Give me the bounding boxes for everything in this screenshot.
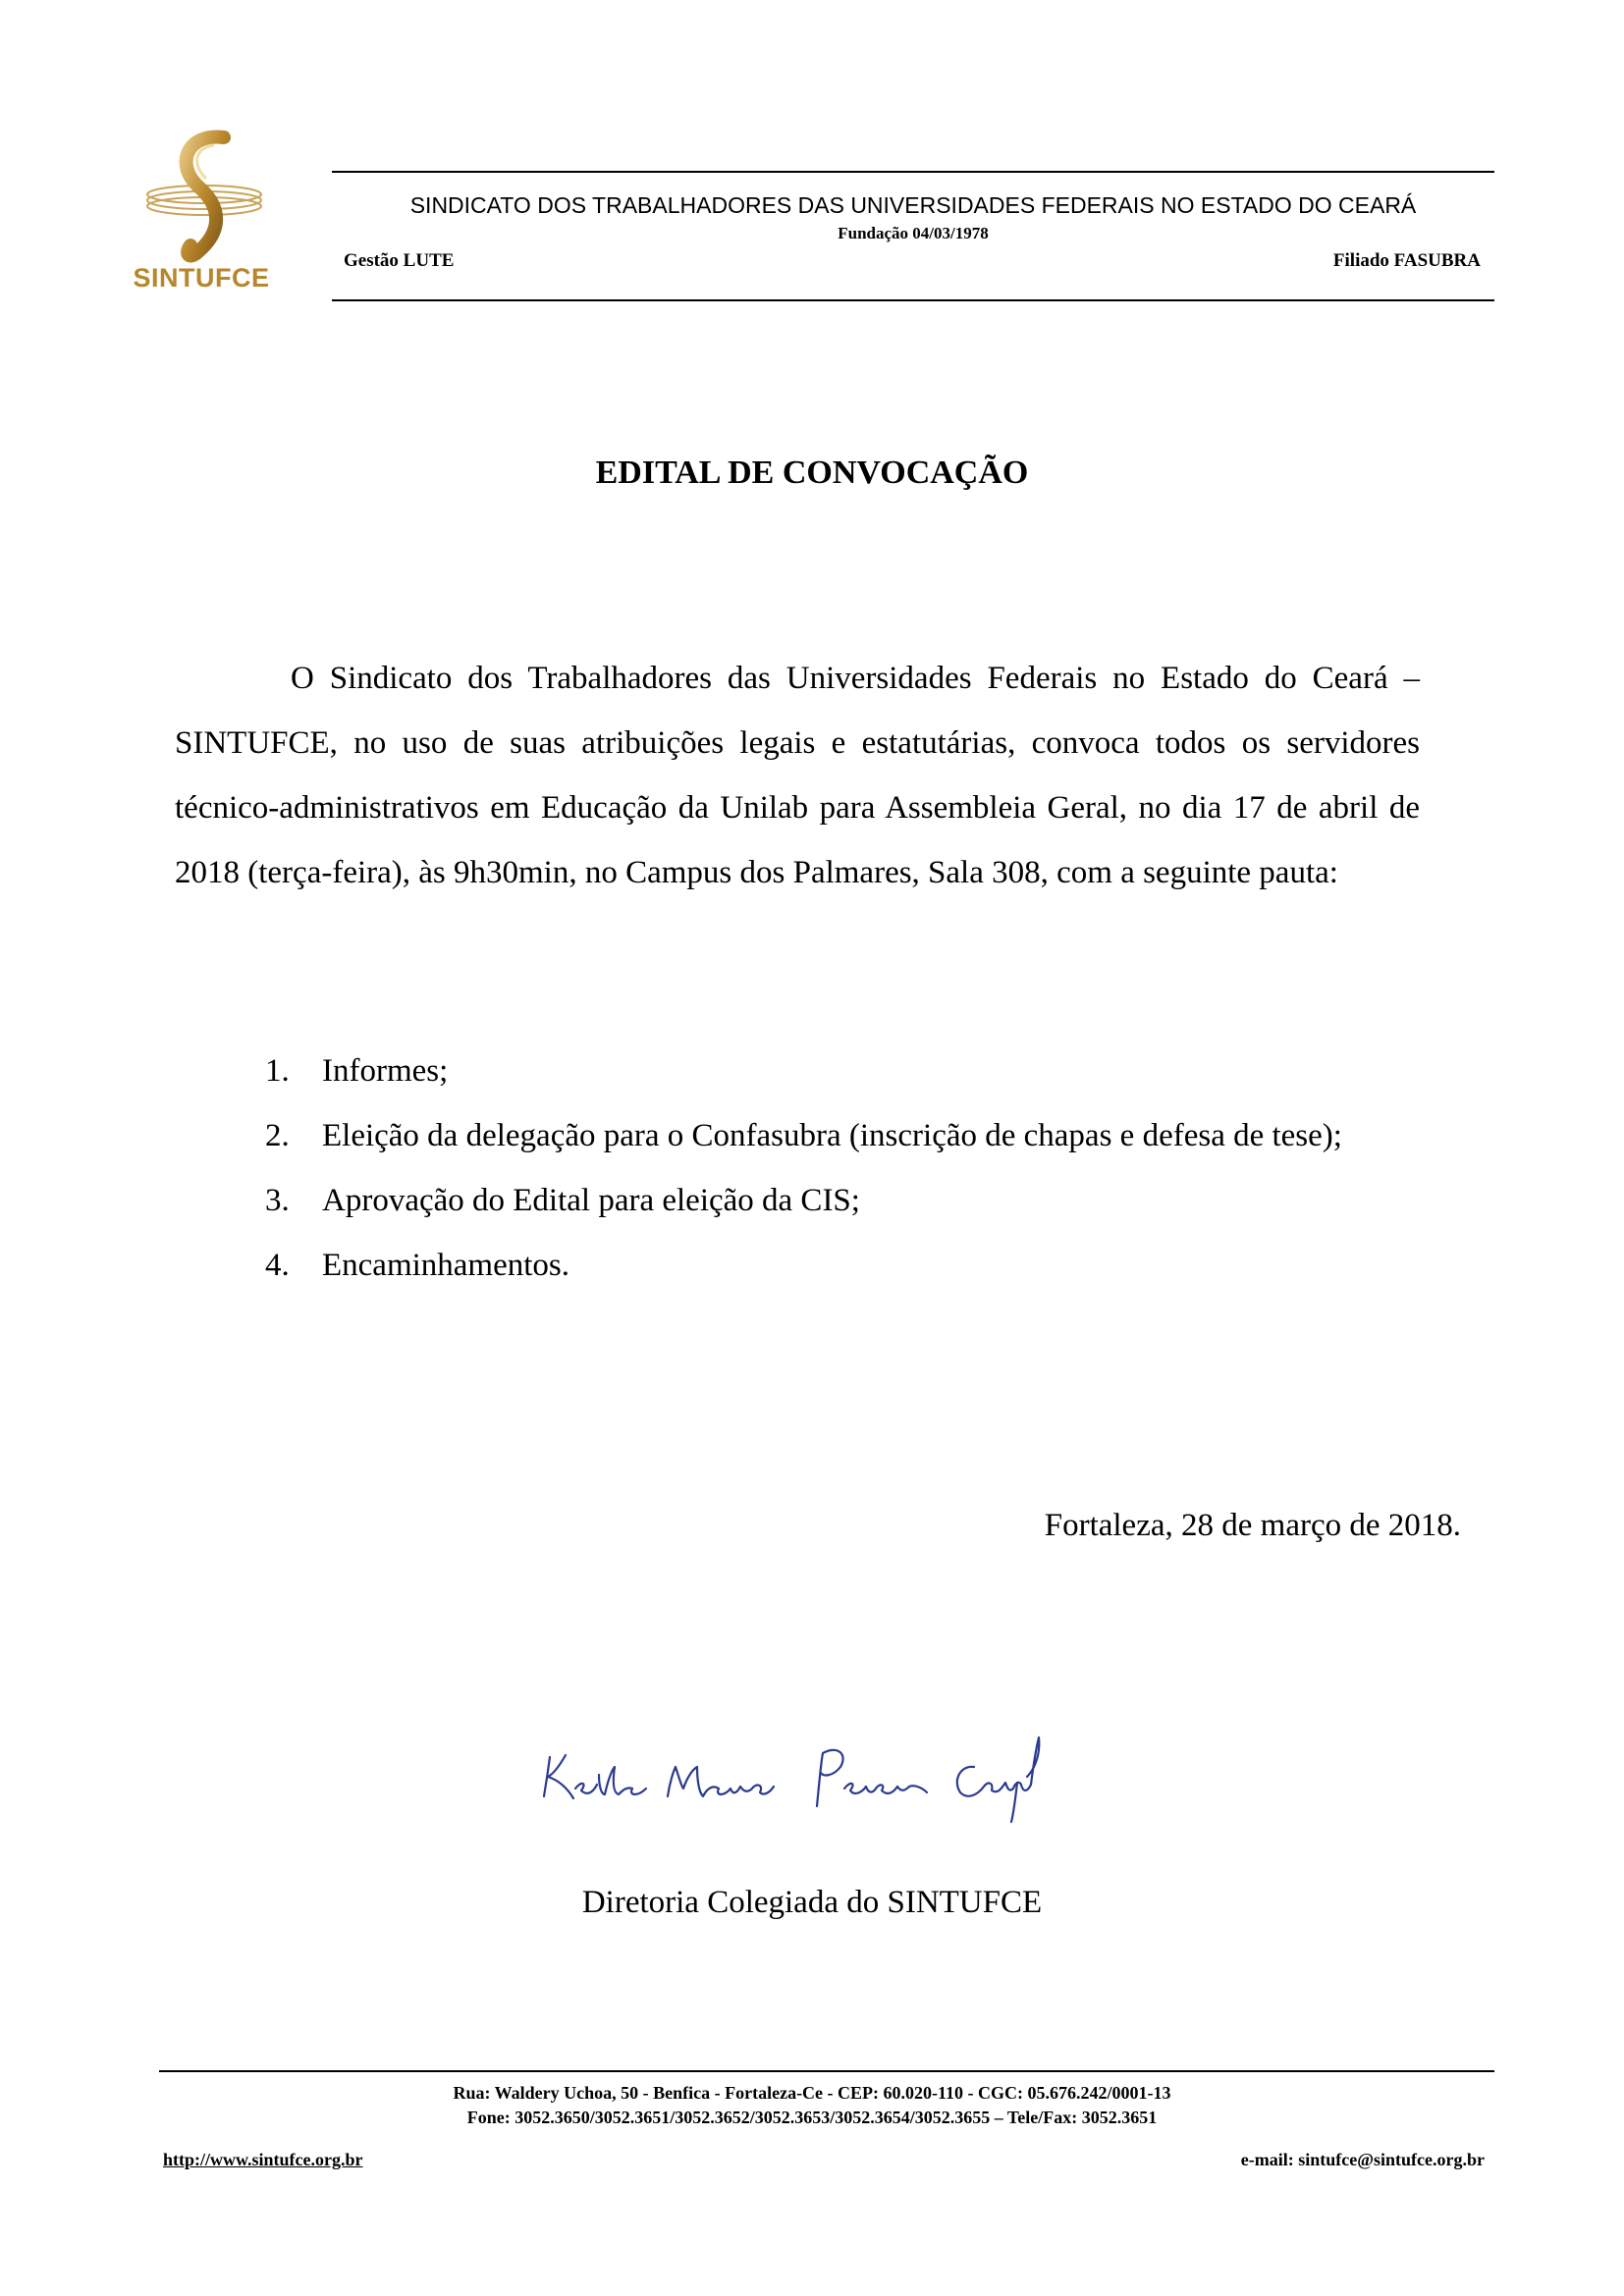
handwritten-signature xyxy=(530,1698,1060,1826)
place-and-date: Fortaleza, 28 de março de 2018. xyxy=(1044,1508,1461,1543)
agenda-item-number: 4. xyxy=(265,1248,290,1283)
footer-address: Rua: Waldery Uchoa, 50 - Benfica - Fortaleza-Ce - CEP: 60.020-110 - CGC: 05.676.242/0001-13 xyxy=(453,2083,1171,2103)
convocation-paragraph xyxy=(175,646,1420,905)
agenda-item-number: 3. xyxy=(265,1183,290,1218)
agenda-item xyxy=(265,1233,1420,1298)
footer-phones: Fone: 3052.3650/3052.3651/3052.3652/3052.3653/3052.3654/3052.3655 – Tele/Fax: 3052.3651 xyxy=(466,2108,1158,2127)
agenda-item-text: Informes; xyxy=(322,1053,449,1089)
logo-wordmark: SINTUFCE xyxy=(133,263,270,293)
agenda-item-text: Aprovação do Edital para eleição da CIS; xyxy=(322,1183,860,1218)
website-link[interactable]: http://www.sintufce.org.br xyxy=(163,2150,363,2169)
footer-email: e-mail: sintufce@sintufce.org.br xyxy=(1240,2150,1485,2169)
affiliation-label: Filiado FASUBRA xyxy=(1332,250,1481,271)
agenda-item-text: Eleição da delegação para o Confasubra (inscrição de chapas e defesa de tese); xyxy=(322,1118,1342,1153)
header-rule-bottom xyxy=(332,299,1494,301)
footer-rule xyxy=(159,2070,1494,2072)
header-rule-top xyxy=(332,171,1494,173)
agenda-item-number: 2. xyxy=(265,1118,290,1153)
agenda-item xyxy=(265,1103,1420,1168)
agenda-item xyxy=(265,1168,1420,1233)
document-title: EDITAL DE CONVOCAÇÃO xyxy=(595,454,1029,491)
organization-name: SINDICATO DOS TRABALHADORES DAS UNIVERSIDADES FEDERAIS NO ESTADO DO CEARÁ xyxy=(409,192,1417,218)
agenda-item xyxy=(265,1039,1420,1103)
agenda-item-text: Encaminhamentos. xyxy=(322,1248,570,1283)
convocation-text: O Sindicato dos Trabalhadores das Universidades Federais no Estado do Ceará – SINTUFCE, no uso de suas atribuições legais e estatutárias, convoca todos os servidores técnico-administrativos em Educação da Unilab para Assembleia Geral, no dia 17 de abril de 2018 (terça-feira), às 9h30min, no Campus dos Palmares, Sala 308, com a seguinte pauta: xyxy=(175,661,1420,890)
signatory-name: Diretoria Colegiada do SINTUFCE xyxy=(581,1885,1043,1920)
agenda-item-number: 1. xyxy=(265,1053,290,1089)
management-label: Gestão LUTE xyxy=(344,250,455,271)
foundation-date: Fundação 04/03/1978 xyxy=(838,224,989,242)
agenda-list xyxy=(265,1039,1420,1298)
